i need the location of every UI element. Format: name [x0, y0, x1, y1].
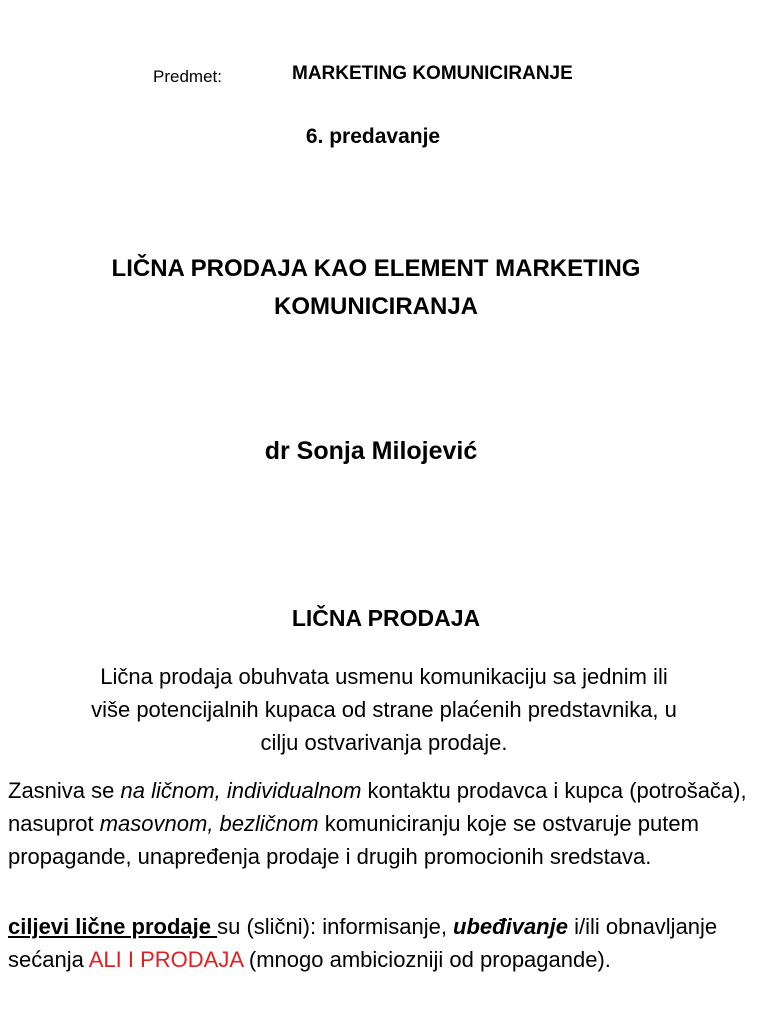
author-name: dr Sonja Milojević: [264, 437, 478, 465]
contact-text-2: kontaktu prodavca i kupca (potrošača), nasuprot: [8, 778, 747, 836]
lecture-title-line-1: LIČNA PRODAJA KAO ELEMENT MARKETING: [111, 255, 641, 282]
lecture-title-line-2: KOMUNICIRANJA: [274, 293, 478, 320]
content-slide: [0, 560, 768, 1024]
contact-text-3: komuniciranju koje se ostvaruje putem propagande, unapređenja prodaje i drugih promocionih sredstava.: [8, 811, 699, 869]
subject-label: Predmet:: [153, 67, 222, 86]
goals-label: ciljevi lične prodaje: [8, 914, 218, 939]
definition-line-3: cilju ostvarivanja prodaje.: [260, 730, 508, 755]
goals-text-2: i/ili obnavljanje sećanja: [8, 914, 718, 972]
goals-highlight: ALI I PRODAJA: [88, 947, 243, 972]
goals-emphasis: ubeđivanje: [453, 914, 568, 939]
lecture-title: [0, 250, 752, 326]
definition-line-1: Lična prodaja obuhvata usmenu komunikaciju sa jednim ili: [100, 664, 668, 689]
section-title: LIČNA PRODAJA: [291, 605, 481, 631]
contact-emphasis-2: masovnom, bezličnom: [99, 811, 319, 836]
contact-paragraph: [8, 774, 760, 873]
goals-text-1: su (slični): informisanje,: [217, 914, 454, 939]
lecture-number: 6. predavanje: [305, 125, 441, 148]
contact-text-1: Zasniva se: [8, 778, 121, 803]
goals-paragraph: [8, 910, 760, 976]
goals-text-3: (mnogo ambiciozniji od propagande).: [242, 947, 611, 972]
definition-line-2: više potencijalnih kupaca od strane plaćenih predstavnika, u: [91, 697, 677, 722]
contact-emphasis-1: na ličnom, individualnom: [120, 778, 362, 803]
subject-name: MARKETING KOMUNICIRANJE: [292, 63, 573, 84]
definition-text: [0, 660, 768, 759]
